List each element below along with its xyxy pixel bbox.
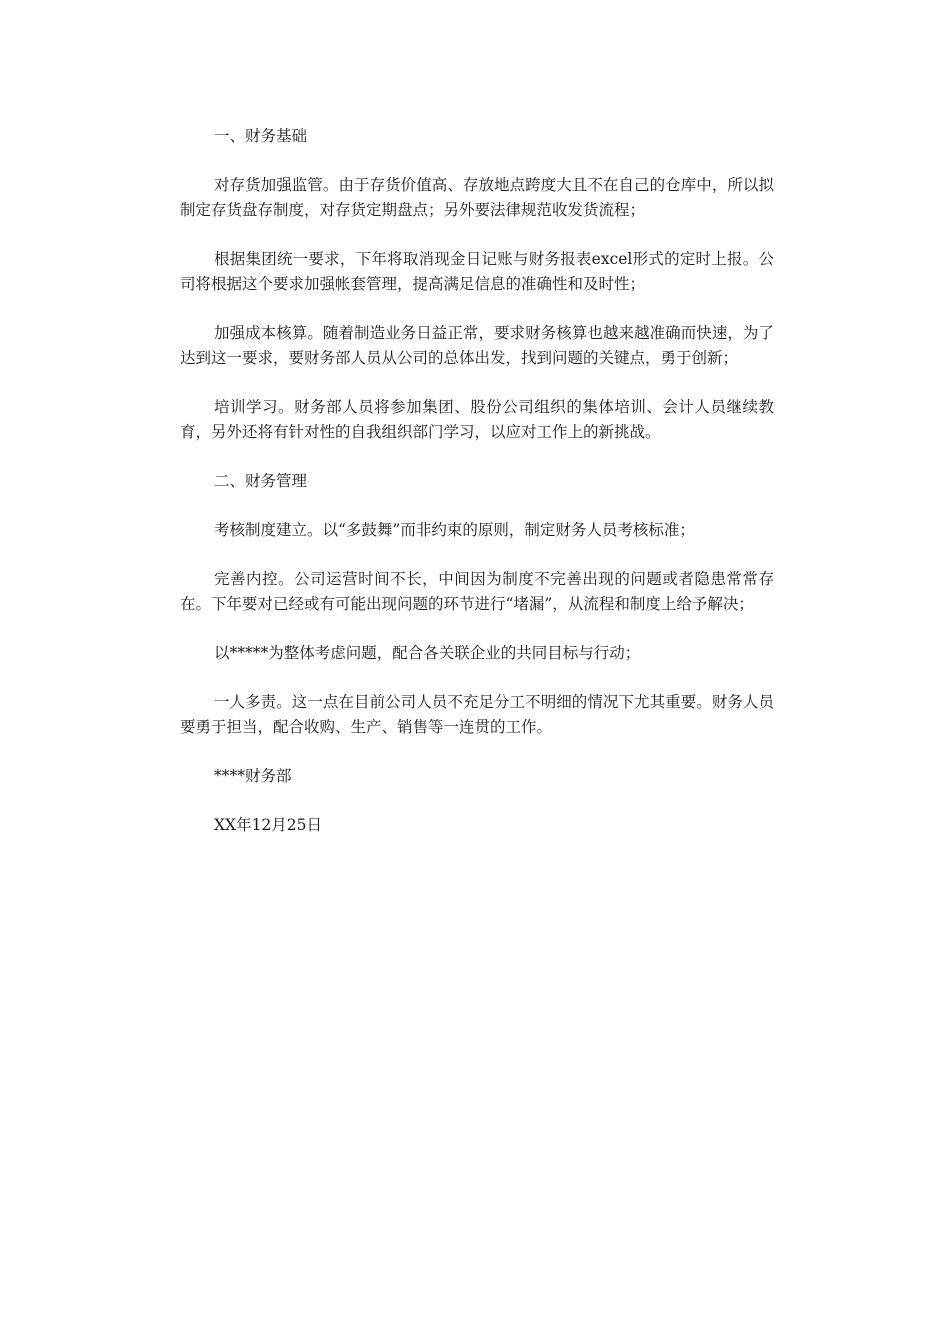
paragraph-cost-accounting: 加强成本核算。随着制造业务日益正常，要求财务核算也越来越准确而快速，为了达到这一要求，要财务部人员从公司的总体出发，找到问题的关键点，勇于创新； — [180, 324, 774, 367]
document-body — [180, 124, 774, 862]
paragraph-overall-consideration: 以*****为整体考虑问题，配合各关联企业的共同目标与行动； — [214, 644, 641, 662]
paragraph-inventory-supervision: 对存货加强监管。由于存货价值高、存放地点跨度大且不在自己的仓库中，所以拟制定存货盘存制度，对存货定期盘点；另外要法律规范收发货流程； — [180, 176, 774, 219]
signoff-department: ****财务部 — [214, 767, 292, 785]
paragraph-assessment-system: 考核制度建立。以“多鼓舞”而非约束的原则，制定财务人员考核标准； — [214, 521, 695, 539]
section-heading-finance-basics: 一、财务基础 — [214, 127, 308, 145]
paragraph-internal-control: 完善内控。公司运营时间不长，中间因为制度不完善出现的问题或者隐患常常存在。下年要对已经或有可能出现问题的环节进行“堵漏”，从流程和制度上给予解决； — [180, 570, 774, 613]
paragraph-multiple-duties: 一人多责。这一点在目前公司人员不充足分工不明细的情况下尤其重要。财务人员要勇于担当，配合收购、生产、销售等一连贯的工作。 — [180, 693, 774, 736]
signoff-date: XX年12月25日 — [214, 816, 323, 834]
paragraph-training: 培训学习。财务部人员将参加集团、股份公司组织的集体培训、会计人员继续教育，另外还将有针对性的自我组织部门学习，以应对工作上的新挑战。 — [180, 398, 774, 441]
paragraph-group-requirement: 根据集团统一要求，下年将取消现金日记账与财务报表excel形式的定时上报。公司将根据这个要求加强帐套管理，提高满足信息的准确性和及时性； — [180, 250, 774, 293]
section-heading-finance-management: 二、财务管理 — [214, 472, 308, 490]
